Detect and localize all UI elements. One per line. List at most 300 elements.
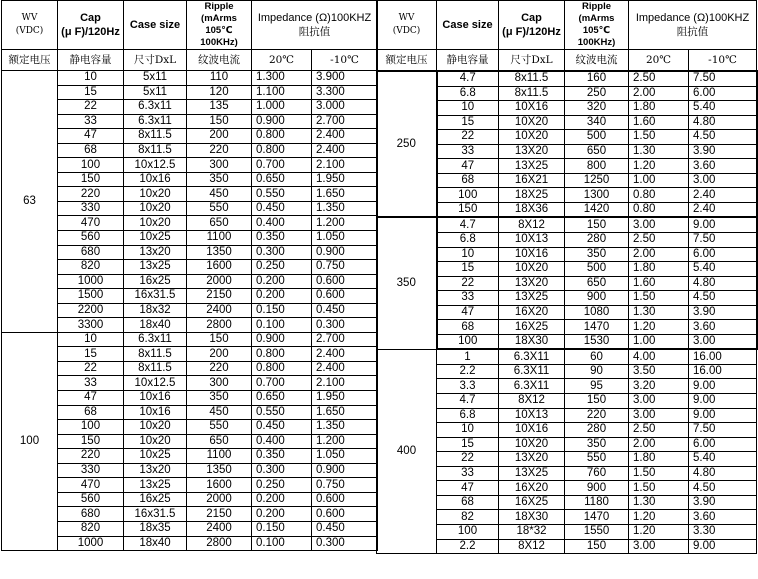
impedance-20-cell: 0.80	[629, 188, 689, 203]
case-size-cell: 10x25	[124, 231, 187, 246]
capacitance-cell: 1000	[58, 536, 124, 551]
impedance-20-cell: 1.20	[629, 524, 689, 539]
temp-minus10-label: -10℃	[312, 50, 378, 71]
ripple-current-label: 纹波电流	[187, 50, 252, 71]
impedance-minus10-cell: 3.300	[312, 85, 378, 100]
table-row	[2, 303, 378, 318]
table-row	[2, 434, 378, 449]
table-row	[2, 231, 378, 246]
case-size-cell: 13X25	[499, 466, 565, 481]
impedance-20-cell: 2.50	[629, 233, 689, 248]
capacitance-cell: 100	[437, 188, 499, 203]
table-row	[2, 187, 378, 202]
impedance-minus10-cell: 1.200	[312, 216, 378, 231]
ripple-cell: 135	[187, 100, 252, 115]
capacitance-cell: 15	[58, 347, 124, 362]
case-size-cell: 16X20	[499, 305, 565, 320]
ripple-cell: 1470	[565, 320, 629, 335]
ripple-cell: 2400	[187, 521, 252, 536]
case-size-cell: 10x20	[124, 420, 187, 435]
capacitance-cell: 470	[58, 478, 124, 493]
impedance-minus10-cell: 2.700	[312, 114, 378, 129]
case-size-cell: 10X16	[499, 423, 565, 438]
impedance-minus10-cell: 0.600	[312, 507, 378, 522]
impedance-20-cell: 3.50	[629, 364, 689, 379]
capacitance-cell: 15	[437, 262, 499, 277]
impedance-minus10-cell: 5.40	[689, 101, 757, 116]
case-size-cell: 13x25	[124, 478, 187, 493]
case-size-cell: 8X12	[499, 394, 565, 409]
ripple-cell: 150	[565, 217, 629, 232]
ripple-cell: 220	[565, 408, 629, 423]
impedance-minus10-cell: 2.700	[312, 332, 378, 347]
case-size-cell: 10x16	[124, 172, 187, 187]
impedance-20-cell: 0.300	[252, 463, 312, 478]
case-size-cell: 10X20	[499, 262, 565, 277]
case-size-cell: 8x11.5	[499, 71, 565, 86]
capacitance-cell: 3300	[58, 318, 124, 333]
impedance-20-cell: 0.300	[252, 245, 312, 260]
impedance-20-cell: 1.30	[629, 305, 689, 320]
impedance-20-cell: 1.30	[629, 144, 689, 159]
impedance-minus10-cell: 4.50	[689, 291, 757, 306]
ripple-cell: 450	[187, 405, 252, 420]
impedance-minus10-cell: 5.40	[689, 262, 757, 277]
ripple-cell: 350	[187, 172, 252, 187]
impedance-20-cell: 0.250	[252, 478, 312, 493]
impedance-20-cell: 0.350	[252, 449, 312, 464]
ripple-cell: 110	[187, 71, 252, 86]
impedance-20-cell: 1.80	[629, 262, 689, 277]
impedance-20-cell: 1.50	[629, 291, 689, 306]
ripple-cell: 350	[565, 437, 629, 452]
ripple-cell: 500	[565, 130, 629, 145]
impedance-20-cell: 0.550	[252, 187, 312, 202]
ripple-cell: 150	[187, 332, 252, 347]
case-size-cell: 13x25	[124, 260, 187, 275]
impedance-20-cell: 1.80	[629, 101, 689, 116]
capacitance-cell: 22	[437, 276, 499, 291]
impedance-20-cell: 0.800	[252, 129, 312, 144]
wv-header: WV (VDC)	[377, 1, 437, 50]
case-size-cell: 18x32	[124, 303, 187, 318]
case-size-cell: 10x25	[124, 449, 187, 464]
case-size-cell: 16X21	[499, 173, 565, 188]
case-size-cell: 10X20	[499, 130, 565, 145]
impedance-20-cell: 0.150	[252, 521, 312, 536]
impedance-minus10-cell: 0.900	[312, 463, 378, 478]
capacitance-cell: 47	[437, 481, 499, 496]
table-row	[2, 391, 378, 406]
capacitance-cell: 33	[437, 466, 499, 481]
table-row	[2, 143, 378, 158]
case-size-cell: 5x11	[124, 71, 187, 86]
table-row	[2, 347, 378, 362]
case-size-cell: 13X20	[499, 452, 565, 467]
ripple-cell: 90	[565, 364, 629, 379]
ripple-cell: 320	[565, 101, 629, 116]
capacitance-label: 静电容量	[437, 50, 499, 72]
ripple-cell: 200	[187, 347, 252, 362]
impedance-minus10-cell: 0.750	[312, 260, 378, 275]
cap-header: Cap (μ F)/120Hz	[58, 1, 124, 50]
capacitance-cell: 1	[437, 349, 499, 364]
impedance-minus10-cell: 3.00	[689, 334, 757, 349]
capacitance-cell: 2.2	[437, 364, 499, 379]
impedance-20-cell: 1.20	[629, 510, 689, 525]
table-row	[2, 289, 378, 304]
impedance-minus10-cell: 1.200	[312, 434, 378, 449]
case-size-cell: 18x40	[124, 318, 187, 333]
impedance-minus10-cell: 2.40	[689, 188, 757, 203]
capacitance-cell: 22	[437, 130, 499, 145]
impedance-minus10-cell: 2.40	[689, 202, 757, 217]
capacitance-cell: 150	[58, 434, 124, 449]
capacitance-cell: 15	[58, 85, 124, 100]
impedance-20-cell: 2.00	[629, 437, 689, 452]
case-size-cell: 10X20	[499, 437, 565, 452]
impedance-minus10-cell: 16.00	[689, 364, 757, 379]
impedance-minus10-cell: 3.000	[312, 100, 378, 115]
case-size-cell: 8x11.5	[124, 361, 187, 376]
capacitance-label: 静电容量	[58, 50, 124, 71]
case-size-cell: 8X12	[499, 217, 565, 232]
table-row	[2, 71, 378, 86]
ripple-cell: 650	[187, 434, 252, 449]
ripple-cell: 200	[187, 129, 252, 144]
impedance-minus10-cell: 3.900	[312, 71, 378, 86]
case-size-cell: 8X12	[499, 539, 565, 554]
capacitance-cell: 22	[437, 452, 499, 467]
case-size-cell: 10x12.5	[124, 376, 187, 391]
ripple-cell: 1250	[565, 173, 629, 188]
ripple-cell: 1550	[565, 524, 629, 539]
table-row	[2, 274, 378, 289]
capacitance-cell: 3.3	[437, 379, 499, 394]
impedance-20-cell: 3.00	[629, 217, 689, 232]
table-row	[2, 318, 378, 333]
impedance-20-cell: 2.50	[629, 423, 689, 438]
impedance-20-cell: 1.00	[629, 173, 689, 188]
ripple-cell: 1470	[565, 510, 629, 525]
impedance-20-cell: 1.20	[629, 320, 689, 335]
case-size-cell: 18x35	[124, 521, 187, 536]
case-size-cell: 18X30	[499, 510, 565, 525]
case-size-header: Case size	[437, 1, 499, 50]
table-row	[2, 158, 378, 173]
capacitance-cell: 4.7	[437, 394, 499, 409]
ripple-header: Ripple (mArms 105℃ 100KHz)	[187, 1, 252, 50]
impedance-20-cell: 0.200	[252, 289, 312, 304]
case-size-cell: 8x11.5	[124, 129, 187, 144]
capacitance-cell: 100	[58, 158, 124, 173]
impedance-minus10-cell: 3.00	[689, 173, 757, 188]
case-size-cell: 10x20	[124, 434, 187, 449]
table-row	[2, 521, 378, 536]
impedance-minus10-cell: 1.350	[312, 201, 378, 216]
capacitor-spec-table-left	[1, 0, 378, 551]
capacitance-cell: 150	[58, 172, 124, 187]
impedance-20-cell: 0.650	[252, 391, 312, 406]
impedance-20-cell: 1.50	[629, 466, 689, 481]
impedance-minus10-cell: 1.650	[312, 187, 378, 202]
case-size-cell: 10x20	[124, 216, 187, 231]
impedance-minus10-cell: 4.50	[689, 481, 757, 496]
impedance-minus10-cell: 0.450	[312, 521, 378, 536]
ripple-cell: 2000	[187, 492, 252, 507]
capacitance-cell: 47	[58, 129, 124, 144]
capacitance-cell: 68	[437, 173, 499, 188]
ripple-cell: 2400	[187, 303, 252, 318]
impedance-minus10-cell: 0.300	[312, 536, 378, 551]
table-row	[2, 449, 378, 464]
impedance-20-cell: 0.900	[252, 332, 312, 347]
impedance-minus10-cell: 1.950	[312, 172, 378, 187]
table-row	[2, 376, 378, 391]
case-size-cell: 6.3x11	[124, 100, 187, 115]
ripple-cell: 900	[565, 291, 629, 306]
impedance-minus10-cell: 0.600	[312, 492, 378, 507]
ripple-cell: 550	[187, 201, 252, 216]
table-row	[2, 85, 378, 100]
voltage-group-cell: 350	[377, 217, 437, 349]
table-row	[2, 492, 378, 507]
case-size-cell: 5x11	[124, 85, 187, 100]
ripple-cell: 500	[565, 262, 629, 277]
ripple-cell: 2800	[187, 318, 252, 333]
capacitance-cell: 47	[58, 391, 124, 406]
impedance-minus10-cell: 6.00	[689, 247, 757, 262]
impedance-20-cell: 1.20	[629, 159, 689, 174]
case-size-cell: 18x40	[124, 536, 187, 551]
impedance-20-cell: 1.60	[629, 115, 689, 130]
ripple-cell: 1600	[187, 260, 252, 275]
capacitance-cell: 10	[437, 247, 499, 262]
impedance-20-cell: 0.700	[252, 158, 312, 173]
ripple-cell: 120	[187, 85, 252, 100]
case-size-cell: 8x11.5	[499, 86, 565, 101]
impedance-20-cell: 0.200	[252, 492, 312, 507]
capacitance-cell: 4.7	[437, 217, 499, 232]
capacitance-cell: 220	[58, 187, 124, 202]
impedance-minus10-cell: 2.400	[312, 129, 378, 144]
capacitance-cell: 47	[437, 159, 499, 174]
case-size-cell: 18X30	[499, 334, 565, 349]
impedance-20-cell: 0.800	[252, 143, 312, 158]
ripple-cell: 550	[187, 420, 252, 435]
table-row	[377, 71, 757, 86]
impedance-20-cell: 0.200	[252, 507, 312, 522]
ripple-cell: 350	[565, 247, 629, 262]
impedance-20-cell: 1.50	[629, 130, 689, 145]
case-size-cell: 8x11.5	[124, 143, 187, 158]
temp-minus10-label: -10℃	[689, 50, 757, 72]
impedance-header: Impedance (Ω)100KHZ 阻抗值	[252, 1, 378, 50]
case-size-cell: 8x11.5	[124, 347, 187, 362]
rated-voltage-label: 额定电压	[377, 50, 437, 72]
case-size-cell: 16x31.5	[124, 289, 187, 304]
ripple-cell: 650	[187, 216, 252, 231]
table-row	[377, 217, 757, 232]
impedance-minus10-cell: 7.50	[689, 423, 757, 438]
case-size-cell: 16X25	[499, 320, 565, 335]
impedance-20-cell: 0.900	[252, 114, 312, 129]
impedance-20-cell: 1.000	[252, 100, 312, 115]
table-row	[2, 201, 378, 216]
ripple-cell: 1080	[565, 305, 629, 320]
capacitance-cell: 560	[58, 492, 124, 507]
case-size-cell: 16x31.5	[124, 507, 187, 522]
impedance-20-cell: 0.200	[252, 274, 312, 289]
capacitance-cell: 820	[58, 521, 124, 536]
case-size-cell: 13X20	[499, 144, 565, 159]
table-row	[2, 245, 378, 260]
impedance-minus10-cell: 0.600	[312, 274, 378, 289]
impedance-minus10-cell: 0.750	[312, 478, 378, 493]
ripple-cell: 160	[565, 71, 629, 86]
capacitor-spec-table-right	[376, 0, 758, 554]
case-size-cell: 10X16	[499, 247, 565, 262]
table-row	[2, 129, 378, 144]
impedance-minus10-cell: 9.00	[689, 539, 757, 554]
impedance-minus10-cell: 4.80	[689, 115, 757, 130]
case-size-cell: 10X13	[499, 233, 565, 248]
capacitance-cell: 2200	[58, 303, 124, 318]
impedance-20-cell: 3.00	[629, 394, 689, 409]
table-row	[2, 114, 378, 129]
case-size-cell: 6.3X11	[499, 349, 565, 364]
temp-20-label: 20℃	[252, 50, 312, 71]
capacitance-cell: 820	[58, 260, 124, 275]
impedance-minus10-cell: 9.00	[689, 408, 757, 423]
rated-voltage-label: 额定电压	[2, 50, 58, 71]
ripple-cell: 220	[187, 143, 252, 158]
case-size-cell: 13X25	[499, 159, 565, 174]
impedance-minus10-cell: 1.050	[312, 449, 378, 464]
impedance-20-cell: 0.80	[629, 202, 689, 217]
impedance-20-cell: 1.60	[629, 276, 689, 291]
impedance-minus10-cell: 3.90	[689, 144, 757, 159]
ripple-cell: 2150	[187, 289, 252, 304]
capacitance-cell: 6.8	[437, 408, 499, 423]
capacitance-cell: 100	[437, 524, 499, 539]
capacitance-cell: 150	[437, 202, 499, 217]
ripple-cell: 1100	[187, 449, 252, 464]
impedance-minus10-cell: 1.050	[312, 231, 378, 246]
impedance-20-cell: 0.800	[252, 347, 312, 362]
capacitance-cell: 6.8	[437, 233, 499, 248]
ripple-cell: 1180	[565, 495, 629, 510]
case-size-cell: 10X13	[499, 408, 565, 423]
capacitance-cell: 100	[437, 334, 499, 349]
ripple-cell: 340	[565, 115, 629, 130]
impedance-20-cell: 1.50	[629, 481, 689, 496]
capacitance-cell: 680	[58, 507, 124, 522]
table-row	[2, 100, 378, 115]
impedance-20-cell: 0.800	[252, 361, 312, 376]
case-size-cell: 10x16	[124, 391, 187, 406]
voltage-group-cell: 400	[377, 349, 437, 553]
ripple-cell: 2150	[187, 507, 252, 522]
size-label: 尺寸DxL	[499, 50, 565, 72]
capacitance-cell: 1000	[58, 274, 124, 289]
impedance-minus10-cell: 6.00	[689, 437, 757, 452]
ripple-cell: 760	[565, 466, 629, 481]
case-size-cell: 13X20	[499, 276, 565, 291]
capacitance-cell: 68	[437, 495, 499, 510]
ripple-header: Ripple (mArms 105℃ 100KHz)	[565, 1, 629, 50]
ripple-cell: 1300	[565, 188, 629, 203]
impedance-20-cell: 2.00	[629, 86, 689, 101]
case-size-cell: 10x12.5	[124, 158, 187, 173]
voltage-group-cell: 250	[377, 71, 437, 217]
impedance-20-cell: 0.450	[252, 420, 312, 435]
case-size-cell: 10x20	[124, 201, 187, 216]
capacitance-cell: 330	[58, 201, 124, 216]
ripple-cell: 550	[565, 452, 629, 467]
table-row	[2, 536, 378, 551]
ripple-cell: 800	[565, 159, 629, 174]
capacitance-cell: 22	[58, 361, 124, 376]
case-size-cell: 6.3X11	[499, 364, 565, 379]
capacitance-cell: 4.7	[437, 71, 499, 86]
capacitance-cell: 6.8	[437, 86, 499, 101]
impedance-20-cell: 2.50	[629, 71, 689, 86]
ripple-cell: 2000	[187, 274, 252, 289]
case-size-cell: 10x16	[124, 405, 187, 420]
ripple-cell: 95	[565, 379, 629, 394]
capacitance-cell: 15	[437, 115, 499, 130]
impedance-minus10-cell: 9.00	[689, 217, 757, 232]
impedance-20-cell: 0.100	[252, 536, 312, 551]
ripple-cell: 1530	[565, 334, 629, 349]
impedance-minus10-cell: 16.00	[689, 349, 757, 364]
impedance-20-cell: 1.100	[252, 85, 312, 100]
impedance-minus10-cell: 1.950	[312, 391, 378, 406]
capacitance-cell: 33	[437, 144, 499, 159]
ripple-cell: 1100	[187, 231, 252, 246]
ripple-cell: 450	[187, 187, 252, 202]
impedance-minus10-cell: 3.90	[689, 305, 757, 320]
impedance-minus10-cell: 7.50	[689, 233, 757, 248]
impedance-20-cell: 1.300	[252, 71, 312, 86]
ripple-cell: 650	[565, 276, 629, 291]
impedance-minus10-cell: 2.100	[312, 158, 378, 173]
capacitance-cell: 220	[58, 449, 124, 464]
case-size-cell: 10x20	[124, 187, 187, 202]
impedance-minus10-cell: 6.00	[689, 86, 757, 101]
capacitance-cell: 330	[58, 463, 124, 478]
impedance-minus10-cell: 0.600	[312, 289, 378, 304]
impedance-minus10-cell: 4.80	[689, 466, 757, 481]
capacitance-cell: 82	[437, 510, 499, 525]
impedance-minus10-cell: 4.80	[689, 276, 757, 291]
impedance-20-cell: 3.00	[629, 408, 689, 423]
ripple-cell: 1420	[565, 202, 629, 217]
ripple-cell: 300	[187, 158, 252, 173]
capacitance-cell: 2.2	[437, 539, 499, 554]
case-size-cell: 16x25	[124, 492, 187, 507]
ripple-cell: 1600	[187, 478, 252, 493]
table-row	[2, 260, 378, 275]
impedance-minus10-cell: 2.400	[312, 143, 378, 158]
ripple-cell: 150	[565, 539, 629, 554]
capacitance-cell: 10	[58, 332, 124, 347]
capacitance-cell: 10	[58, 71, 124, 86]
impedance-minus10-cell: 2.100	[312, 376, 378, 391]
impedance-minus10-cell: 3.60	[689, 510, 757, 525]
ripple-cell: 1350	[187, 463, 252, 478]
